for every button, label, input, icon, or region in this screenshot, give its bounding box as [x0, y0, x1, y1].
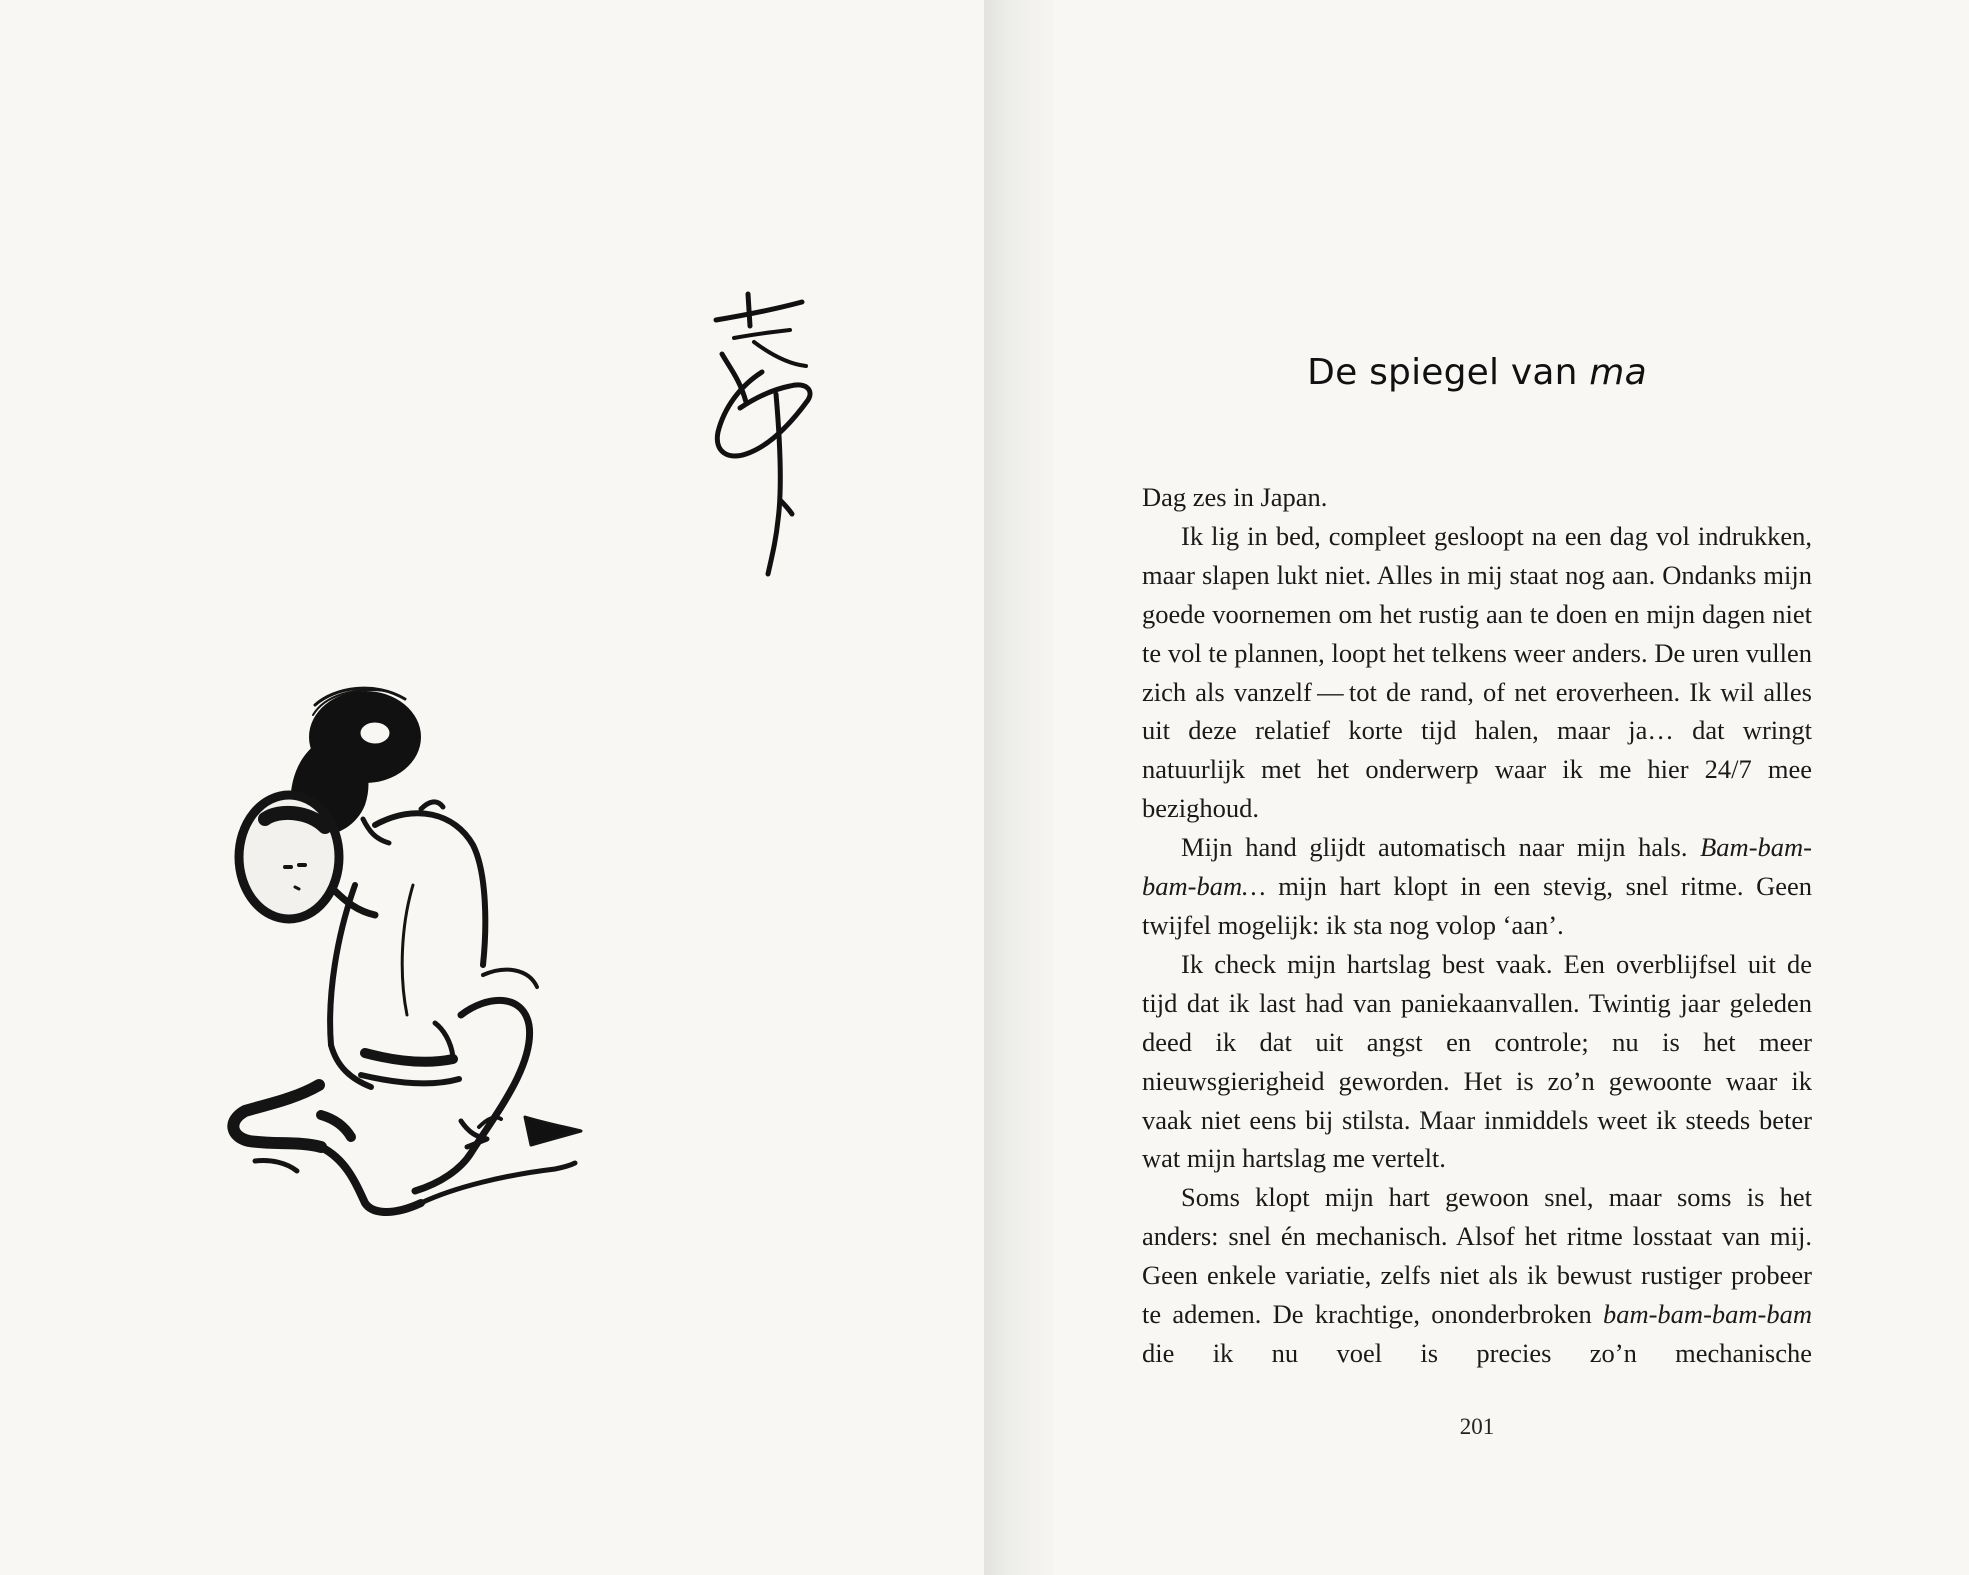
left-page	[0, 0, 984, 1575]
book-gutter	[984, 0, 1054, 1575]
paragraph-text: mijn hart klopt in een stevig, snel ritme. Geen twijfel mogelijk: ik sta nog volop ‘aan’.	[1142, 871, 1812, 940]
paragraph-text: Soms klopt mijn hart gewoon snel, maar soms is het anders: snel én mechanisch. Alsof het ritme losstaat van mij. Geen enkele variatie, zelfs niet als ik bewust rustiger probeer te ademen. De krachtige, ononderbroken	[1142, 1182, 1812, 1330]
paragraph	[1142, 1178, 1812, 1373]
paragraph	[1142, 828, 1812, 945]
body-text	[1142, 478, 1812, 1373]
page-number: 201	[1459, 1414, 1495, 1439]
paragraph: Ik check mijn hartslag best vaak. Een overblijfsel uit de tijd dat ik last had van paniekaanvallen. Twintig jaar geleden deed ik dat uit angst en controle; nu is het meer nieuwsgierigheid geworden. Het is zo’n gewoonte waar ik vaak niet eens bij stilsta. Maar inmiddels weet ik steeds beter wat mijn hartslag me vertelt.	[1142, 948, 1812, 1174]
chapter-title-emphasis: ma	[1589, 352, 1647, 393]
paragraph: Ik lig in bed, compleet gesloopt na een dag vol indrukken, maar slapen lukt niet. Alles in mij staat nog aan. Ondanks mijn goede voornemen om het rustig aan te doen en mijn dagen niet te vol te plannen, loopt het telkens weer anders. De uren vullen zich als vanzelf — tot de rand, of net eroverheen. Ik wil alles uit deze relatief korte tijd halen, maar ja… dat wringt natuurlijk met het onderwerp waar ik me hier 24/7 mee bezighoud.	[1142, 520, 1812, 824]
chapter-title	[1142, 352, 1812, 393]
paragraph-emphasis: bam-bam-bam-bam	[1602, 1299, 1812, 1330]
paragraph-text: die ik nu voel is precies zo’n mechanische	[1142, 1337, 1812, 1368]
chapter-title-text: De spiegel van	[1307, 352, 1590, 393]
paragraph: Dag zes in Japan.	[1142, 482, 1328, 512]
paragraph-emphasis: Bam-bam-bam-bam…	[1142, 832, 1812, 902]
ink-drawing-woman-kneeling-with-hand-mirror	[225, 675, 745, 1315]
japanese-calligraphy-character	[710, 290, 820, 580]
paragraph-text: Mijn hand glijdt automatisch naar mijn hals.	[1181, 832, 1701, 863]
